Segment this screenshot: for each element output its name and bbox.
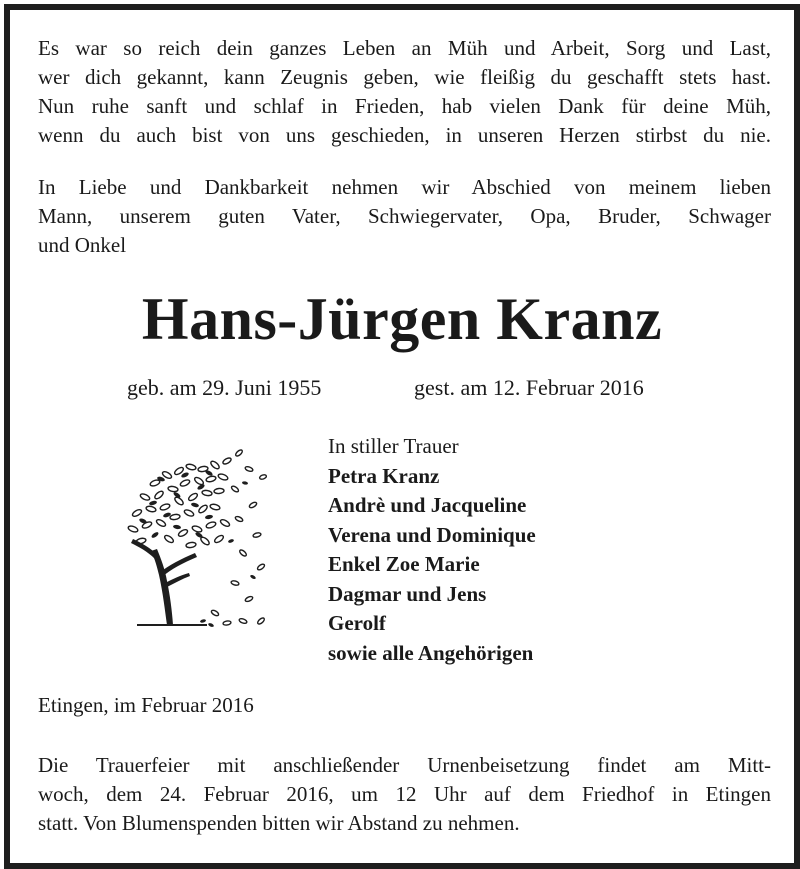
birth-date: geb. am 29. Juni 1955 <box>127 375 322 400</box>
wind-blown-tree-icon <box>115 443 275 643</box>
mourner-name: Verena und Dominique <box>328 522 536 547</box>
service-line: statt. Von Blumenspenden bitten wir Abstand zu nehmen. <box>38 811 520 835</box>
mourner-name: Petra Kranz <box>328 463 440 488</box>
death-date: gest. am 12. Februar 2016 <box>414 375 644 400</box>
mourner-name: sowie alle Angehörigen <box>328 640 534 665</box>
intro-line: und Onkel <box>38 233 127 257</box>
mourner-name: Gerolf <box>328 611 386 635</box>
intro-line: In Liebe und Dankbarkeit nehmen wir Abschied von meinem lieben <box>38 175 771 199</box>
farewell-intro <box>38 173 771 260</box>
mourner-name: Andrè und Jacqueline <box>328 493 527 517</box>
service-line: woch, dem 24. Februar 2016, um 12 Uhr auf dem Friedhof in Etingen <box>38 782 771 806</box>
mourner-name: Enkel Zoe Marie <box>328 552 480 576</box>
mourners-list <box>328 432 536 668</box>
intro-line: Mann, unserem guten Vater, Schwiegervater, Opa, Bruder, Schwager <box>38 204 771 228</box>
mourner-name: Dagmar und Jens <box>328 581 487 606</box>
memorial-poem <box>38 34 771 150</box>
place-and-date: Etingen, im Februar 2016 <box>38 693 254 717</box>
poem-line: wer dich gekannt, kann Zeugnis geben, wie fleißig du geschafft stets hast. <box>38 65 771 89</box>
poem-line: wenn du auch bist von uns geschieden, in unseren Herzen stirbst du nie. <box>38 123 771 147</box>
funeral-service-info <box>38 751 771 838</box>
poem-line: Es war so reich dein ganzes Leben an Müh und Arbeit, Sorg und Last, <box>38 36 771 60</box>
obituary-notice <box>4 4 800 869</box>
deceased-name: Hans-Jürgen Kranz <box>141 286 663 352</box>
poem-line: Nun ruhe sanft und schlaf in Frieden, hab vielen Dank für deine Müh, <box>38 94 771 118</box>
service-line: Die Trauerfeier mit anschließender Urnenbeisetzung findet am Mitt- <box>38 753 771 777</box>
mourners-heading: In stiller Trauer <box>328 434 459 458</box>
